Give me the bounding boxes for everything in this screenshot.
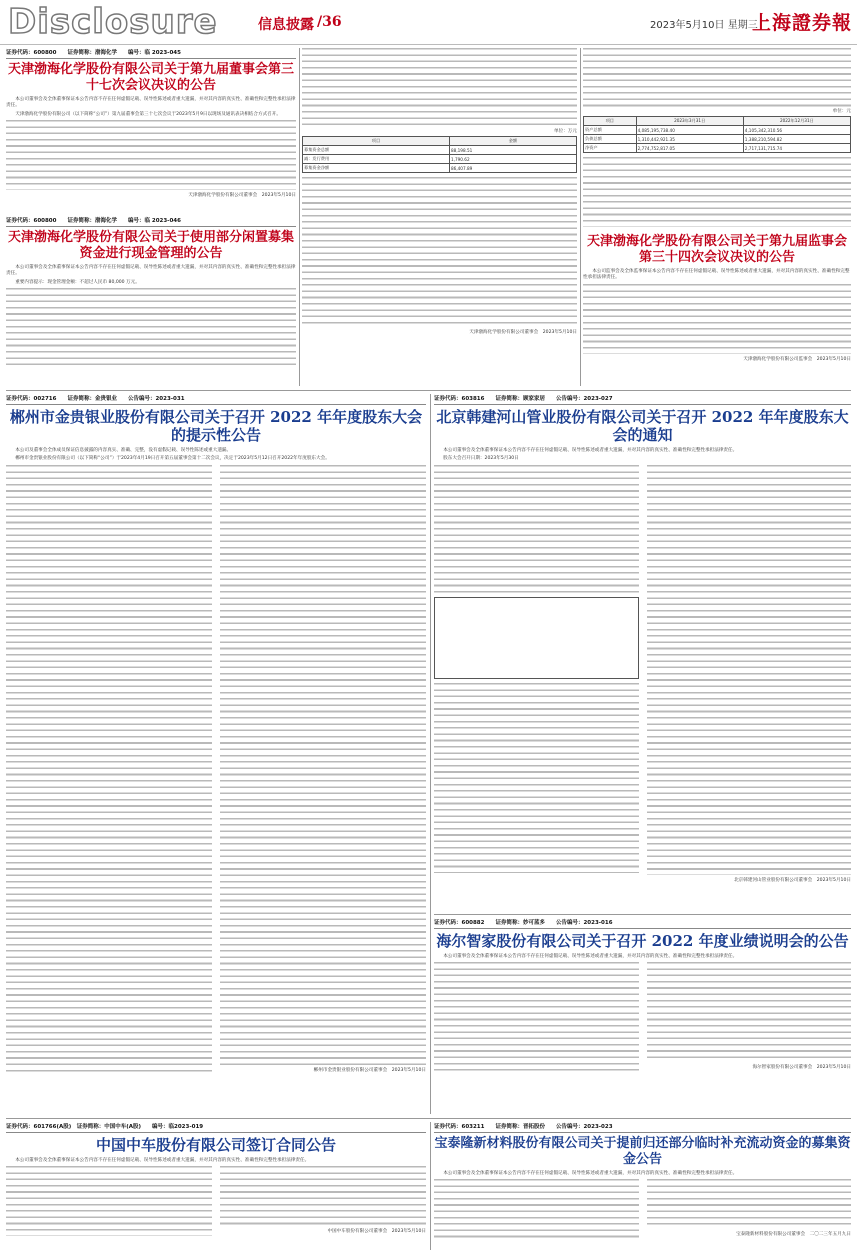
announcement-bohai-supervisory-resolution xyxy=(583,232,851,386)
table-row xyxy=(584,144,851,153)
body-text-lines xyxy=(434,962,639,1072)
announcement-paragraph: 本公司及董事会全体成员保证信息披露的内容真实、准确、完整，没有虚假记载、误导性陈述或重大遗漏。 xyxy=(15,448,232,453)
announcement-title: 海尔智家股份有限公司关于召开 2022 年度业绩说明会的公告 xyxy=(436,932,849,950)
page-number: /36 xyxy=(317,14,342,30)
announcement-bohai-cash-management xyxy=(6,216,296,386)
body-text-lines xyxy=(6,288,296,368)
body-text-lines xyxy=(220,1166,426,1226)
announcement-title: 天津渤海化学股份有限公司关于第九届董事会第三十七次会议决议的公告 xyxy=(7,62,294,93)
announcement-title: 北京韩建河山管业股份有限公司关于召开 2022 年年度股东大会的通知 xyxy=(436,408,849,444)
table-row xyxy=(584,126,851,135)
financial-table xyxy=(583,116,851,153)
body-text-lines xyxy=(583,157,851,227)
body-text-lines xyxy=(434,683,639,873)
signature: 北京韩建河山管业股份有限公司董事会 2023年5月10日 xyxy=(734,877,851,883)
table-header: 金额 xyxy=(449,137,576,146)
table-cell: 1,388,210,594.82 xyxy=(743,135,850,144)
fund-table xyxy=(302,136,577,173)
table-cell: 减：发行费用 xyxy=(303,155,450,164)
newspaper-name: 上海證券報 xyxy=(752,12,853,34)
signature: 郴州市金贵银业股份有限公司董事会 2023年5月10日 xyxy=(313,1067,426,1073)
security-code-line: 证券代码：002716 证券简称：金贵银业 公告编号：2023-031 xyxy=(6,394,426,405)
announcement-paragraph: 本公司董事会及全体董事保证本公告内容不存在任何虚假记载、误导性陈述或者重大遗漏，并对其内容的真实性、准确性和完整性承担法律责任。 xyxy=(6,265,296,277)
signature: 天津渤海化学股份有限公司董事会 2023年5月10日 xyxy=(188,193,296,199)
issue-date: 2023年5月10日 星期三 xyxy=(650,20,758,31)
body-text-lines xyxy=(583,48,851,108)
announcement-paragraph: 股东大会召开日期：2023年5月30日 xyxy=(443,456,519,462)
announcement-paragraph: 本公司董事会及全体董事保证本公告内容不存在任何虚假记载、误导性陈述或者重大遗漏，并对其内容的真实性、准确性和完整性承担法律责任。 xyxy=(443,448,738,453)
announcement-hanjian-agm-notice xyxy=(434,394,851,912)
security-code-line: 证券代码：600800 证券简称：渤海化学 编号：临 2023-046 xyxy=(6,216,296,227)
security-code-line: 证券代码：600800 证券简称：渤海化学 编号：临 2023-045 xyxy=(6,48,296,59)
announcement-paragraph: 本公司董事会及全体董事保证本公告内容不存在任何虚假记载、误导性陈述或者重大遗漏，并对其内容的真实性、准确性和完整性承担法律责任。 xyxy=(443,954,738,959)
table-cell: 86,407.89 xyxy=(449,164,576,173)
announcement-crrc-contract xyxy=(6,1122,426,1250)
announcement-title: 中国中车股份有限公司签订合同公告 xyxy=(95,1136,336,1154)
body-text-lines xyxy=(583,284,851,354)
table-row xyxy=(303,155,577,164)
table-cell: 净资产 xyxy=(584,144,637,153)
announcement-title: 天津渤海化学股份有限公司关于使用部分闲置募集资金进行现金管理的公告 xyxy=(7,230,294,261)
table-cell: 募集资金净额 xyxy=(303,164,450,173)
signature: 海尔智家股份有限公司董事会 2023年5月10日 xyxy=(752,1065,851,1071)
table-header: 项目 xyxy=(584,117,637,126)
table-cell: 募集资金总额 xyxy=(303,146,450,155)
signature: 宝泰隆新材料股份有限公司董事会 二〇二三年五月九日 xyxy=(736,1232,851,1238)
announcement-paragraph: 天津渤海化学股份有限公司（以下简称“公司”）第九届董事会第三十七次会议于2023年5月9日以现场及通讯表决相结合方式召开。 xyxy=(15,111,281,117)
announcement-bohai-supervisory-continuation xyxy=(583,48,851,228)
security-code-line: 证券代码：603211 证券简称：晋拓股份 公告编号：2023-023 xyxy=(434,1122,851,1133)
table-row xyxy=(303,146,577,155)
table-cell: 88,198.51 xyxy=(449,146,576,155)
section-divider xyxy=(6,390,851,391)
announcement-paragraph: 本公司董事会及全体董事保证本公告内容不存在任何虚假记载、误导性陈述或者重大遗漏，并对其内容的真实性、准确性和完整性承担法律责任。 xyxy=(15,1158,310,1163)
table-cell: 负债总额 xyxy=(584,135,637,144)
table-row xyxy=(303,164,577,173)
body-text-lines xyxy=(220,465,426,1065)
column-divider xyxy=(580,48,581,386)
announcement-jingui-agm-reminder xyxy=(6,394,426,1114)
section-title: 信息披露 xyxy=(258,17,314,33)
table-header: 项目 xyxy=(303,137,450,146)
announcement-paragraph: 本公司董事会及全体董事保证本公告内容不存在任何虚假记载、误导性陈述或者重大遗漏，并对其内容的真实性、准确性和完整性承担法律责任。 xyxy=(443,1171,738,1177)
announcement-title: 天津渤海化学股份有限公司关于第九届监事会第三十四次会议决议的公告 xyxy=(586,234,847,265)
announcement-paragraph: 重要内容提示：现金管理金额：不超过人民币 80,000 万元。 xyxy=(15,279,140,285)
body-text-lines xyxy=(6,120,296,190)
signature: 天津渤海化学股份有限公司董事会 2023年5月10日 xyxy=(469,330,577,335)
announcement-paragraph: 本公司董事会及全体董事保证本公告内容不存在任何虚假记载、误导性陈述或者重大遗漏，并对其内容的真实性、准确性和完整性承担法律责任。 xyxy=(6,97,296,109)
body-text-lines xyxy=(434,465,639,595)
body-text-lines xyxy=(647,962,852,1062)
table-cell: 1,790.62 xyxy=(449,155,576,164)
security-code-line: 证券代码：601766(A股) 证券简称：中国中车(A股) 编号：临2023-019 xyxy=(6,1122,426,1133)
signature: 中国中车股份有限公司董事会 2023年5月10日 xyxy=(327,1229,426,1235)
announcement-baotailong-fund-return xyxy=(434,1122,851,1250)
body-text-lines xyxy=(302,48,577,128)
masthead xyxy=(0,0,857,45)
table-header: 2022年12月31日 xyxy=(743,117,850,126)
column-divider xyxy=(299,48,300,386)
table-unit: 单位：万元 xyxy=(554,129,577,134)
security-code-line: 证券代码：603816 证券简称：顾家家居 公告编号：2023-027 xyxy=(434,394,851,405)
resolution-table xyxy=(434,597,639,679)
security-code-line: 证券代码：600882 证券简称：妙可蓝多 公告编号：2023-016 xyxy=(434,918,851,929)
section-divider xyxy=(6,1118,851,1119)
column-divider xyxy=(430,1122,431,1250)
table-unit: 单位：元 xyxy=(832,109,851,114)
table-cell: 资产总额 xyxy=(584,126,637,135)
table-cell xyxy=(435,597,639,678)
column-divider xyxy=(430,394,431,1114)
announcement-haier-earnings-call xyxy=(434,918,851,1114)
announcement-title: 宝泰隆新材料股份有限公司关于提前归还部分临时补充流动资金的募集资金公告 xyxy=(434,1136,851,1167)
body-text-lines xyxy=(434,1179,639,1239)
brand-wordmark: Disclosure xyxy=(8,2,218,42)
announcement-bohai-continuation xyxy=(302,48,577,386)
section-divider xyxy=(434,914,851,915)
body-text-lines xyxy=(302,177,577,327)
body-text-lines xyxy=(6,465,212,1075)
table-cell: 2,717,131,715.74 xyxy=(743,144,850,153)
announcement-bohai-board-resolution xyxy=(6,48,296,213)
table-cell: 2,774,752,817.05 xyxy=(636,144,743,153)
body-text-lines xyxy=(6,1166,212,1236)
announcement-paragraph: 本公司监事会及全体监事保证本公告内容不存在任何虚假记载、误导性陈述或者重大遗漏，并对其内容的真实性、准确性和完整性承担法律责任。 xyxy=(583,269,850,281)
announcement-title: 郴州市金贵银业股份有限公司关于召开 2022 年年度股东大会的提示性公告 xyxy=(9,408,423,444)
table-row xyxy=(584,135,851,144)
body-text-lines xyxy=(647,1179,852,1229)
announcement-paragraph: 郴州市金贵银业股份有限公司（以下简称“公司”）于2023年4月19日召开第五届董事会第十二次会议，决定于2023年5月12日召开2022年年度股东大会。 xyxy=(15,456,330,462)
table-cell: 4,105,342,310.56 xyxy=(743,126,850,135)
body-text-lines xyxy=(647,465,852,875)
table-header: 2023年3月31日 xyxy=(636,117,743,126)
table-cell: 4,085,195,738.40 xyxy=(636,126,743,135)
table-cell: 1,310,442,921.35 xyxy=(636,135,743,144)
signature: 天津渤海化学股份有限公司监事会 2023年5月10日 xyxy=(743,356,851,362)
